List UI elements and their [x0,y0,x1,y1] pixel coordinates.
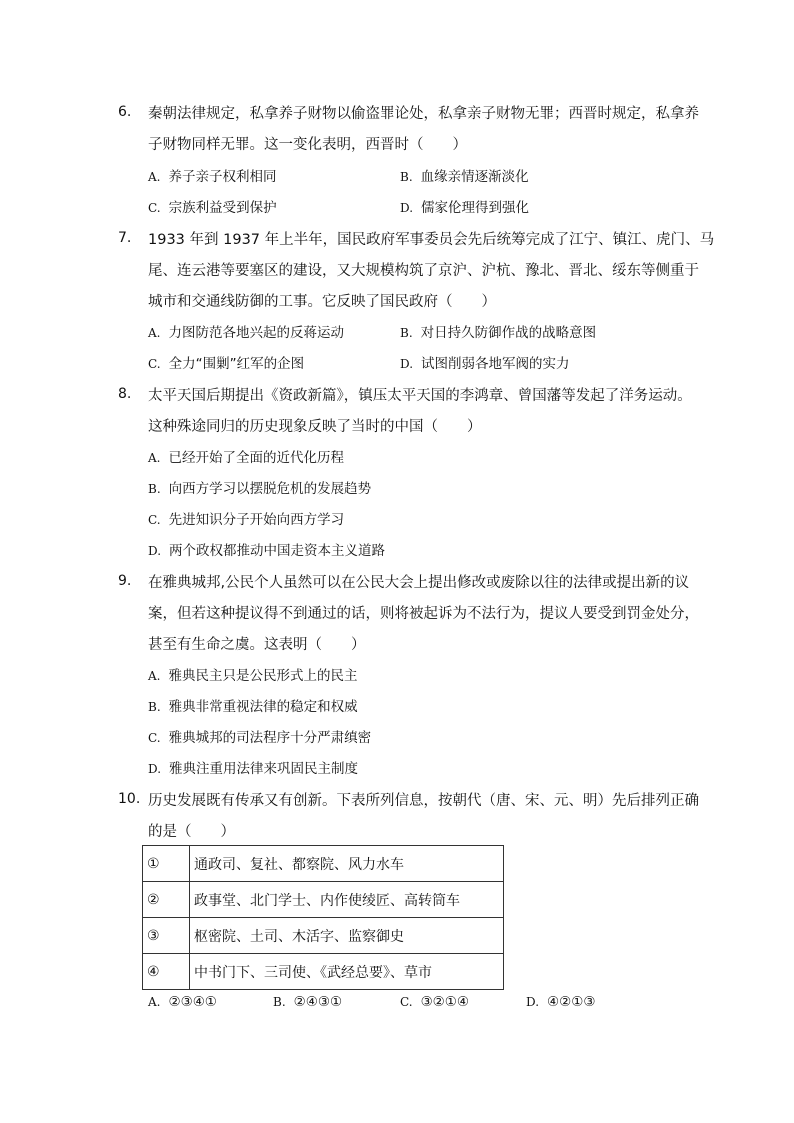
option-text: 雅典城邦的司法程序十分严肃缜密 [168,730,372,746]
option-text: 向西方学习以摆脱危机的发展趋势 [168,481,372,497]
option-a[interactable] [148,664,357,684]
row-text: 政事堂、北门学士、内作使绫匠、高转筒车 [190,882,504,918]
option-b[interactable] [400,321,596,341]
question-text-line: 在雅典城邦,公民个人虽然可以在公民大会上提出修改或废除以往的法律或提出新的议 [148,575,690,591]
option-key: D. [526,995,540,1009]
option-key: A. [148,669,161,683]
option-key: A. [148,451,161,465]
option-key: D. [400,357,414,371]
option-key: B. [400,170,413,184]
question-text-line: 太平天国后期提出《资政新篇》，镇压太平天国的李鸿章、曾国藩等发起了洋务运动。 [148,388,692,404]
row-mark: ① [143,846,190,882]
question-number: 6. [118,104,132,120]
option-a[interactable] [148,321,344,341]
option-key: B. [273,995,286,1009]
option-a[interactable] [148,446,344,466]
option-d[interactable] [148,757,358,777]
row-mark: ④ [143,954,190,990]
table-row [143,846,504,882]
option-key: A. [148,995,161,1009]
question-number: 10. [118,791,141,807]
option-key: D. [148,762,162,776]
option-text: 雅典民主只是公民形式上的民主 [168,668,358,684]
question-text-line: 尾、连云港等要塞区的建设，又大规模构筑了京沪、沪杭、豫北、晋北、绥东等侧重于 [148,263,699,279]
question-text-line: 1933 年到 1937 年上半年，国民政府军事委员会先后统筹完成了江宁、镇江、虎门、马 [148,232,715,248]
option-c[interactable] [148,508,344,528]
option-key: C. [148,513,161,527]
option-text: 儒家伦理得到强化 [421,200,530,216]
option-b[interactable] [273,994,342,1010]
option-c[interactable] [148,352,304,372]
option-key: B. [148,482,161,496]
option-text: ④②①③ [547,994,596,1010]
option-key: C. [400,995,413,1009]
option-text: 两个政权都推动中国走资本主义道路 [169,543,386,559]
option-d[interactable] [400,196,529,216]
option-text: 全力“围剿”红军的企图 [168,356,305,372]
option-key: C. [148,357,161,371]
option-text: 养子亲子权利相同 [168,169,277,185]
option-key: A. [148,326,161,340]
question-text-line: 秦朝法律规定，私拿养子财物以偷盗罪论处，私拿亲子财物无罪；西晋时规定，私拿养 [148,106,699,122]
option-c[interactable] [148,726,371,746]
option-text: 已经开始了全面的近代化历程 [168,450,344,466]
option-a[interactable] [148,994,217,1010]
option-c[interactable] [148,196,277,216]
option-key: A. [148,170,161,184]
option-text: 先进知识分子开始向西方学习 [168,512,345,528]
table-row [143,918,504,954]
row-mark: ② [143,882,190,918]
option-d[interactable] [526,994,595,1010]
table-row [143,882,504,918]
row-text: 通政司、复社、都察院、风力水车 [190,846,504,882]
option-text: 雅典非常重视法律的稳定和权威 [168,699,358,715]
option-key: B. [400,326,413,340]
option-text: 雅典注重用法律来巩固民主制度 [169,761,359,777]
row-mark: ③ [143,918,190,954]
table-row [143,954,504,990]
option-text: 宗族利益受到保护 [168,200,277,216]
option-text: 试图削弱各地军阀的实力 [421,356,570,372]
option-d[interactable] [400,352,570,372]
question-text-line: 城市和交通线防御的工事。它反映了国民政府（ ） [148,294,496,310]
option-text: ③②①④ [420,994,469,1010]
question-number: 8. [118,386,132,402]
row-text: 中书门下、三司使、《武经总要》、草市 [190,954,504,990]
question-number: 9. [118,573,132,589]
option-a[interactable] [148,165,276,185]
question-text-line: 案，但若这种提议得不到通过的话，则将被起诉为不法行为，提议人要受到罚金处分， [148,606,699,622]
option-key: B. [148,700,161,714]
question-text-line: 的是（ ） [148,824,235,840]
question-text-line: 历史发展既有传承又有创新。下表所列信息，按朝代（唐、宋、元、明）先后排列正确 [148,793,699,809]
option-b[interactable] [400,165,529,185]
question-text-line: 子财物同样无罪。这一变化表明，西晋时（ ） [148,137,467,153]
option-b[interactable] [148,695,358,715]
question-text-line: 甚至有生命之虞。这表明（ ） [148,637,366,653]
row-text: 枢密院、土司、木活字、监察御史 [190,918,504,954]
option-key: C. [148,201,161,215]
option-c[interactable] [400,994,469,1010]
option-text: 力图防范各地兴起的反蒋运动 [168,325,344,341]
option-key: D. [400,201,414,215]
option-text: 对日持久防御作战的战略意图 [420,325,597,341]
option-key: D. [148,544,162,558]
dynasty-info-table [142,845,504,990]
option-text: 血缘亲情逐渐淡化 [420,169,529,185]
option-b[interactable] [148,477,371,497]
option-d[interactable] [148,539,385,559]
option-key: C. [148,731,161,745]
question-text-line: 这种殊途同归的历史现象反映了当时的中国（ ） [148,419,482,435]
question-number: 7. [118,230,132,246]
option-text: ②④③① [293,994,343,1010]
option-text: ②③④① [168,994,217,1010]
